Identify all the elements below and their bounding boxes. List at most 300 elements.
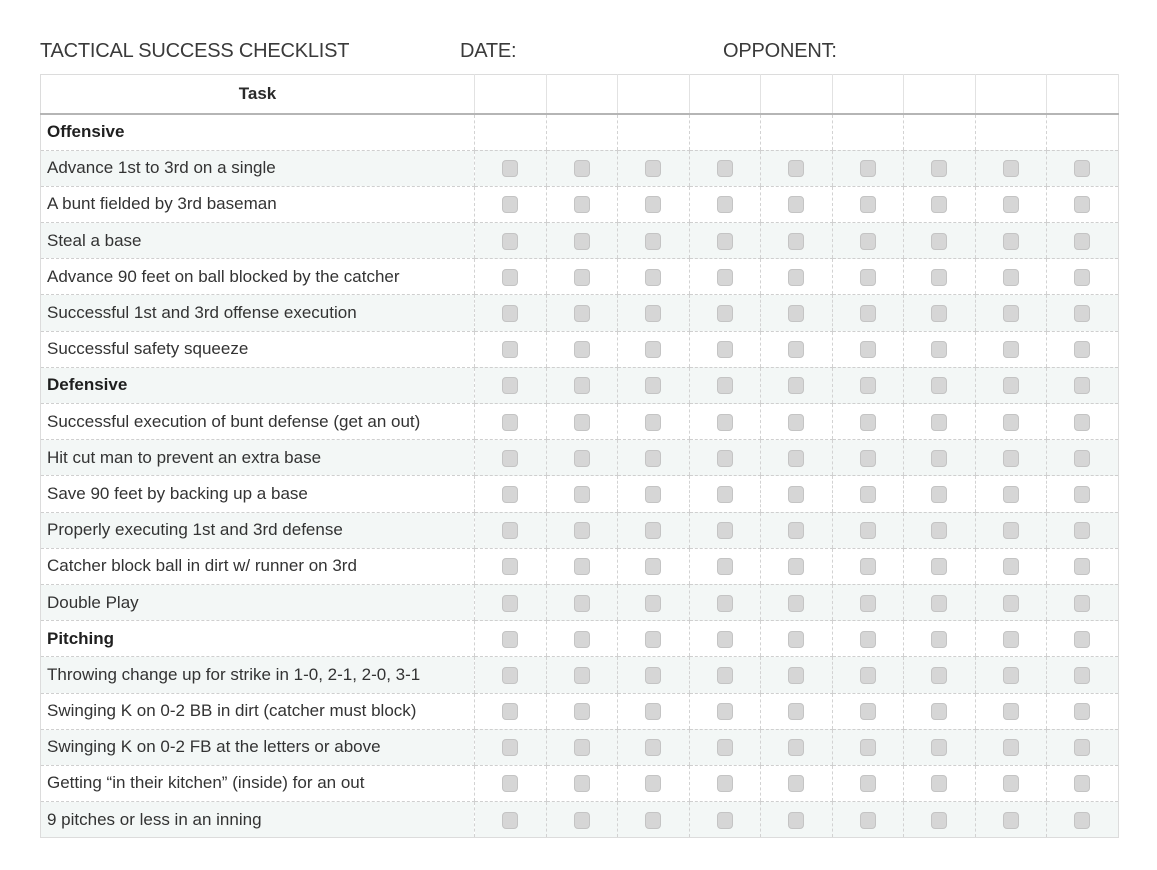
task-checkbox[interactable] [788,450,804,467]
game-cell [1047,150,1119,186]
task-checkbox[interactable] [931,486,947,503]
task-checkbox[interactable] [502,739,518,756]
task-checkbox[interactable] [1074,377,1090,394]
game-cell [689,765,761,801]
task-checkbox[interactable] [931,775,947,792]
game-cell [761,367,833,403]
task-checkbox[interactable] [931,739,947,756]
game-cell [475,765,547,801]
task-checkbox[interactable] [788,703,804,720]
task-label: Hit cut man to prevent an extra base [41,440,475,476]
task-checkbox[interactable] [1074,233,1090,250]
checklist-body [41,114,1119,838]
task-checkbox[interactable] [574,631,590,648]
task-checkbox[interactable] [645,558,661,575]
game-cell [761,802,833,838]
game-cell [475,440,547,476]
game-cell [546,367,618,403]
task-checkbox[interactable] [1074,414,1090,431]
task-checkbox[interactable] [1003,269,1019,286]
task-label: Double Play [41,584,475,620]
task-checkbox[interactable] [502,595,518,612]
game-cell [975,729,1047,765]
task-checkbox[interactable] [788,595,804,612]
task-checkbox[interactable] [1074,558,1090,575]
task-checkbox[interactable] [645,196,661,213]
task-checkbox[interactable] [1003,341,1019,358]
game-cell [832,114,904,150]
task-checkbox[interactable] [717,377,733,394]
task-checkbox[interactable] [574,739,590,756]
game-cell [618,512,690,548]
task-checkbox[interactable] [1074,667,1090,684]
task-checkbox[interactable] [574,703,590,720]
game-cell [618,259,690,295]
game-cell [1047,729,1119,765]
task-checkbox[interactable] [717,414,733,431]
task-checkbox[interactable] [1074,703,1090,720]
task-checkbox[interactable] [1003,305,1019,322]
task-checkbox[interactable] [1074,631,1090,648]
task-checkbox[interactable] [931,233,947,250]
game-cell [689,476,761,512]
game-cell [904,621,976,657]
task-checkbox[interactable] [717,595,733,612]
checklist-table [40,74,1119,838]
game-cell [832,802,904,838]
game-cell [546,295,618,331]
task-checkbox[interactable] [931,703,947,720]
game-cell [689,440,761,476]
game-cell [832,259,904,295]
task-checkbox[interactable] [931,196,947,213]
game-cell [1047,259,1119,295]
task-checkbox[interactable] [574,305,590,322]
sheet-title: TACTICAL SUCCESS CHECKLIST [40,40,350,62]
task-checkbox[interactable] [788,775,804,792]
task-checkbox[interactable] [502,667,518,684]
task-checkbox[interactable] [1074,160,1090,177]
task-checkbox[interactable] [645,305,661,322]
task-checkbox[interactable] [502,703,518,720]
game-cell [975,548,1047,584]
task-checkbox[interactable] [788,631,804,648]
task-checkbox[interactable] [931,377,947,394]
game-cell [761,186,833,222]
task-checkbox[interactable] [788,739,804,756]
task-checkbox[interactable] [717,667,733,684]
game-cell [832,548,904,584]
game-cell [475,404,547,440]
game-cell [832,150,904,186]
game-cell [761,584,833,620]
task-checkbox[interactable] [1003,522,1019,539]
task-checkbox[interactable] [502,269,518,286]
game-cell [689,621,761,657]
task-checkbox[interactable] [860,595,876,612]
task-checkbox[interactable] [717,558,733,575]
game-column-header [689,75,761,115]
task-checkbox[interactable] [1003,233,1019,250]
task-checkbox[interactable] [1074,305,1090,322]
task-label: A bunt fielded by 3rd baseman [41,186,475,222]
task-checkbox[interactable] [1074,812,1090,829]
game-cell [618,729,690,765]
task-row [41,765,1119,801]
task-checkbox[interactable] [645,233,661,250]
task-checkbox[interactable] [717,305,733,322]
game-cell [904,259,976,295]
task-column-header: Task [41,75,475,115]
game-cell [904,114,976,150]
task-checkbox[interactable] [860,522,876,539]
task-row [41,295,1119,331]
task-checkbox[interactable] [1003,558,1019,575]
game-cell [689,223,761,259]
game-cell [546,584,618,620]
game-cell [832,367,904,403]
task-checkbox[interactable] [1003,631,1019,648]
task-checkbox[interactable] [645,595,661,612]
task-checkbox[interactable] [931,812,947,829]
game-cell [904,512,976,548]
task-checkbox[interactable] [574,233,590,250]
task-label: Advance 1st to 3rd on a single [41,150,475,186]
task-checkbox[interactable] [788,486,804,503]
task-checkbox[interactable] [574,377,590,394]
game-cell [761,476,833,512]
game-cell [618,693,690,729]
task-checkbox[interactable] [860,341,876,358]
game-cell [1047,693,1119,729]
game-cell [832,440,904,476]
task-checkbox[interactable] [1003,160,1019,177]
game-cell [475,693,547,729]
game-cell [1047,186,1119,222]
task-label: Swinging K on 0-2 BB in dirt (catcher must block) [41,693,475,729]
task-checkbox[interactable] [788,812,804,829]
task-checkbox[interactable] [1074,522,1090,539]
game-cell [475,150,547,186]
task-checkbox[interactable] [788,414,804,431]
game-cell [832,621,904,657]
game-cell [546,693,618,729]
task-checkbox[interactable] [931,631,947,648]
game-cell [689,729,761,765]
game-cell [1047,476,1119,512]
task-checkbox[interactable] [788,341,804,358]
game-cell [904,548,976,584]
task-checkbox[interactable] [717,703,733,720]
task-row [41,331,1119,367]
game-cell [904,223,976,259]
task-checkbox[interactable] [502,775,518,792]
task-checkbox[interactable] [574,160,590,177]
game-cell [475,584,547,620]
game-cell [546,331,618,367]
task-checkbox[interactable] [574,450,590,467]
task-checkbox[interactable] [860,414,876,431]
task-checkbox[interactable] [1003,196,1019,213]
game-cell [761,548,833,584]
task-checkbox[interactable] [645,703,661,720]
task-checkbox[interactable] [931,269,947,286]
task-checkbox[interactable] [860,558,876,575]
game-cell [904,729,976,765]
game-cell [832,223,904,259]
game-cell [832,476,904,512]
task-checkbox[interactable] [931,160,947,177]
task-checkbox[interactable] [574,196,590,213]
task-checkbox[interactable] [502,196,518,213]
task-checkbox[interactable] [502,377,518,394]
task-checkbox[interactable] [1074,775,1090,792]
task-checkbox[interactable] [931,450,947,467]
task-checkbox[interactable] [860,269,876,286]
game-cell [475,186,547,222]
game-cell [689,150,761,186]
game-cell [832,331,904,367]
task-checkbox[interactable] [574,812,590,829]
task-checkbox[interactable] [860,377,876,394]
game-cell [1047,657,1119,693]
game-cell [689,259,761,295]
task-checkbox[interactable] [1003,775,1019,792]
task-checkbox[interactable] [788,269,804,286]
game-cell [832,765,904,801]
task-checkbox[interactable] [1074,196,1090,213]
game-cell [618,765,690,801]
task-checkbox[interactable] [788,305,804,322]
task-checkbox[interactable] [717,269,733,286]
task-row [41,729,1119,765]
task-label: Successful execution of bunt defense (get an out) [41,404,475,440]
task-checkbox[interactable] [502,160,518,177]
game-cell [1047,548,1119,584]
task-checkbox[interactable] [1074,486,1090,503]
game-cell [475,512,547,548]
game-cell [975,693,1047,729]
task-checkbox[interactable] [717,233,733,250]
task-checkbox[interactable] [717,775,733,792]
task-row [41,440,1119,476]
game-cell [618,657,690,693]
task-checkbox[interactable] [502,450,518,467]
game-cell [975,114,1047,150]
task-checkbox[interactable] [788,233,804,250]
task-checkbox[interactable] [1003,667,1019,684]
task-checkbox[interactable] [574,341,590,358]
game-column-header [975,75,1047,115]
task-checkbox[interactable] [502,486,518,503]
task-checkbox[interactable] [574,522,590,539]
game-column-header [761,75,833,115]
task-checkbox[interactable] [574,775,590,792]
task-checkbox[interactable] [788,196,804,213]
task-checkbox[interactable] [1003,703,1019,720]
game-cell [689,802,761,838]
game-cell [904,765,976,801]
game-cell [904,295,976,331]
task-checkbox[interactable] [645,739,661,756]
task-checkbox[interactable] [1003,377,1019,394]
task-checkbox[interactable] [645,341,661,358]
task-checkbox[interactable] [860,775,876,792]
task-checkbox[interactable] [645,414,661,431]
task-checkbox[interactable] [860,196,876,213]
task-checkbox[interactable] [931,595,947,612]
task-checkbox[interactable] [502,812,518,829]
task-checkbox[interactable] [645,269,661,286]
game-cell [761,512,833,548]
task-checkbox[interactable] [717,812,733,829]
task-checkbox[interactable] [645,812,661,829]
section-row [41,114,1119,150]
game-cell [761,440,833,476]
game-cell [832,657,904,693]
task-checkbox[interactable] [502,233,518,250]
task-row [41,404,1119,440]
task-checkbox[interactable] [717,196,733,213]
task-checkbox[interactable] [860,739,876,756]
game-cell [761,404,833,440]
task-checkbox[interactable] [1003,739,1019,756]
task-checkbox[interactable] [574,595,590,612]
task-row [41,259,1119,295]
task-checkbox[interactable] [860,160,876,177]
task-checkbox[interactable] [717,739,733,756]
game-cell [832,584,904,620]
task-checkbox[interactable] [574,558,590,575]
game-cell [475,476,547,512]
game-cell [475,295,547,331]
task-checkbox[interactable] [645,377,661,394]
game-cell [904,404,976,440]
game-column-header [904,75,976,115]
game-cell [1047,765,1119,801]
task-checkbox[interactable] [1003,595,1019,612]
task-checkbox[interactable] [788,377,804,394]
task-checkbox[interactable] [1074,595,1090,612]
task-checkbox[interactable] [860,667,876,684]
task-checkbox[interactable] [645,631,661,648]
task-checkbox[interactable] [502,305,518,322]
game-cell [832,404,904,440]
game-cell [546,802,618,838]
task-checkbox[interactable] [788,667,804,684]
game-cell [975,512,1047,548]
task-checkbox[interactable] [502,414,518,431]
game-cell [546,223,618,259]
task-checkbox[interactable] [502,558,518,575]
game-column-header [1047,75,1119,115]
task-checkbox[interactable] [860,233,876,250]
task-checkbox[interactable] [574,269,590,286]
game-cell [618,584,690,620]
task-checkbox[interactable] [860,305,876,322]
task-checkbox[interactable] [574,667,590,684]
game-cell [475,657,547,693]
task-checkbox[interactable] [1003,450,1019,467]
game-cell [761,693,833,729]
task-label: Steal a base [41,223,475,259]
section-row [41,621,1119,657]
task-checkbox[interactable] [717,341,733,358]
task-checkbox[interactable] [860,812,876,829]
game-cell [975,223,1047,259]
game-cell [689,367,761,403]
task-checkbox[interactable] [931,667,947,684]
task-checkbox[interactable] [717,522,733,539]
task-checkbox[interactable] [574,486,590,503]
task-checkbox[interactable] [788,522,804,539]
task-checkbox[interactable] [574,414,590,431]
task-checkbox[interactable] [1074,450,1090,467]
task-checkbox[interactable] [860,703,876,720]
task-checkbox[interactable] [645,775,661,792]
game-cell [975,331,1047,367]
game-cell [689,548,761,584]
task-checkbox[interactable] [788,558,804,575]
task-checkbox[interactable] [860,486,876,503]
task-checkbox[interactable] [717,631,733,648]
task-checkbox[interactable] [502,522,518,539]
task-checkbox[interactable] [645,450,661,467]
task-row [41,512,1119,548]
game-cell [904,440,976,476]
game-cell [975,584,1047,620]
task-checkbox[interactable] [931,414,947,431]
task-checkbox[interactable] [788,160,804,177]
task-checkbox[interactable] [717,486,733,503]
game-cell [475,548,547,584]
game-cell [1047,512,1119,548]
task-checkbox[interactable] [1003,812,1019,829]
game-cell [1047,114,1119,150]
game-cell [761,114,833,150]
game-cell [904,584,976,620]
task-checkbox[interactable] [931,558,947,575]
task-checkbox[interactable] [717,160,733,177]
task-checkbox[interactable] [1074,341,1090,358]
game-cell [975,802,1047,838]
task-checkbox[interactable] [1074,739,1090,756]
game-cell [475,331,547,367]
task-checkbox[interactable] [645,160,661,177]
game-cell [689,693,761,729]
task-checkbox[interactable] [502,341,518,358]
task-checkbox[interactable] [860,450,876,467]
task-checkbox[interactable] [645,486,661,503]
task-checkbox[interactable] [931,305,947,322]
task-checkbox[interactable] [931,522,947,539]
task-checkbox[interactable] [860,631,876,648]
task-checkbox[interactable] [931,341,947,358]
game-cell [1047,295,1119,331]
task-checkbox[interactable] [502,631,518,648]
task-checkbox[interactable] [1074,269,1090,286]
game-column-header [832,75,904,115]
task-checkbox[interactable] [1003,486,1019,503]
game-cell [689,186,761,222]
game-cell [975,476,1047,512]
game-cell [761,765,833,801]
task-checkbox[interactable] [645,667,661,684]
task-checkbox[interactable] [717,450,733,467]
task-checkbox[interactable] [1003,414,1019,431]
task-checkbox[interactable] [645,522,661,539]
game-cell [832,186,904,222]
